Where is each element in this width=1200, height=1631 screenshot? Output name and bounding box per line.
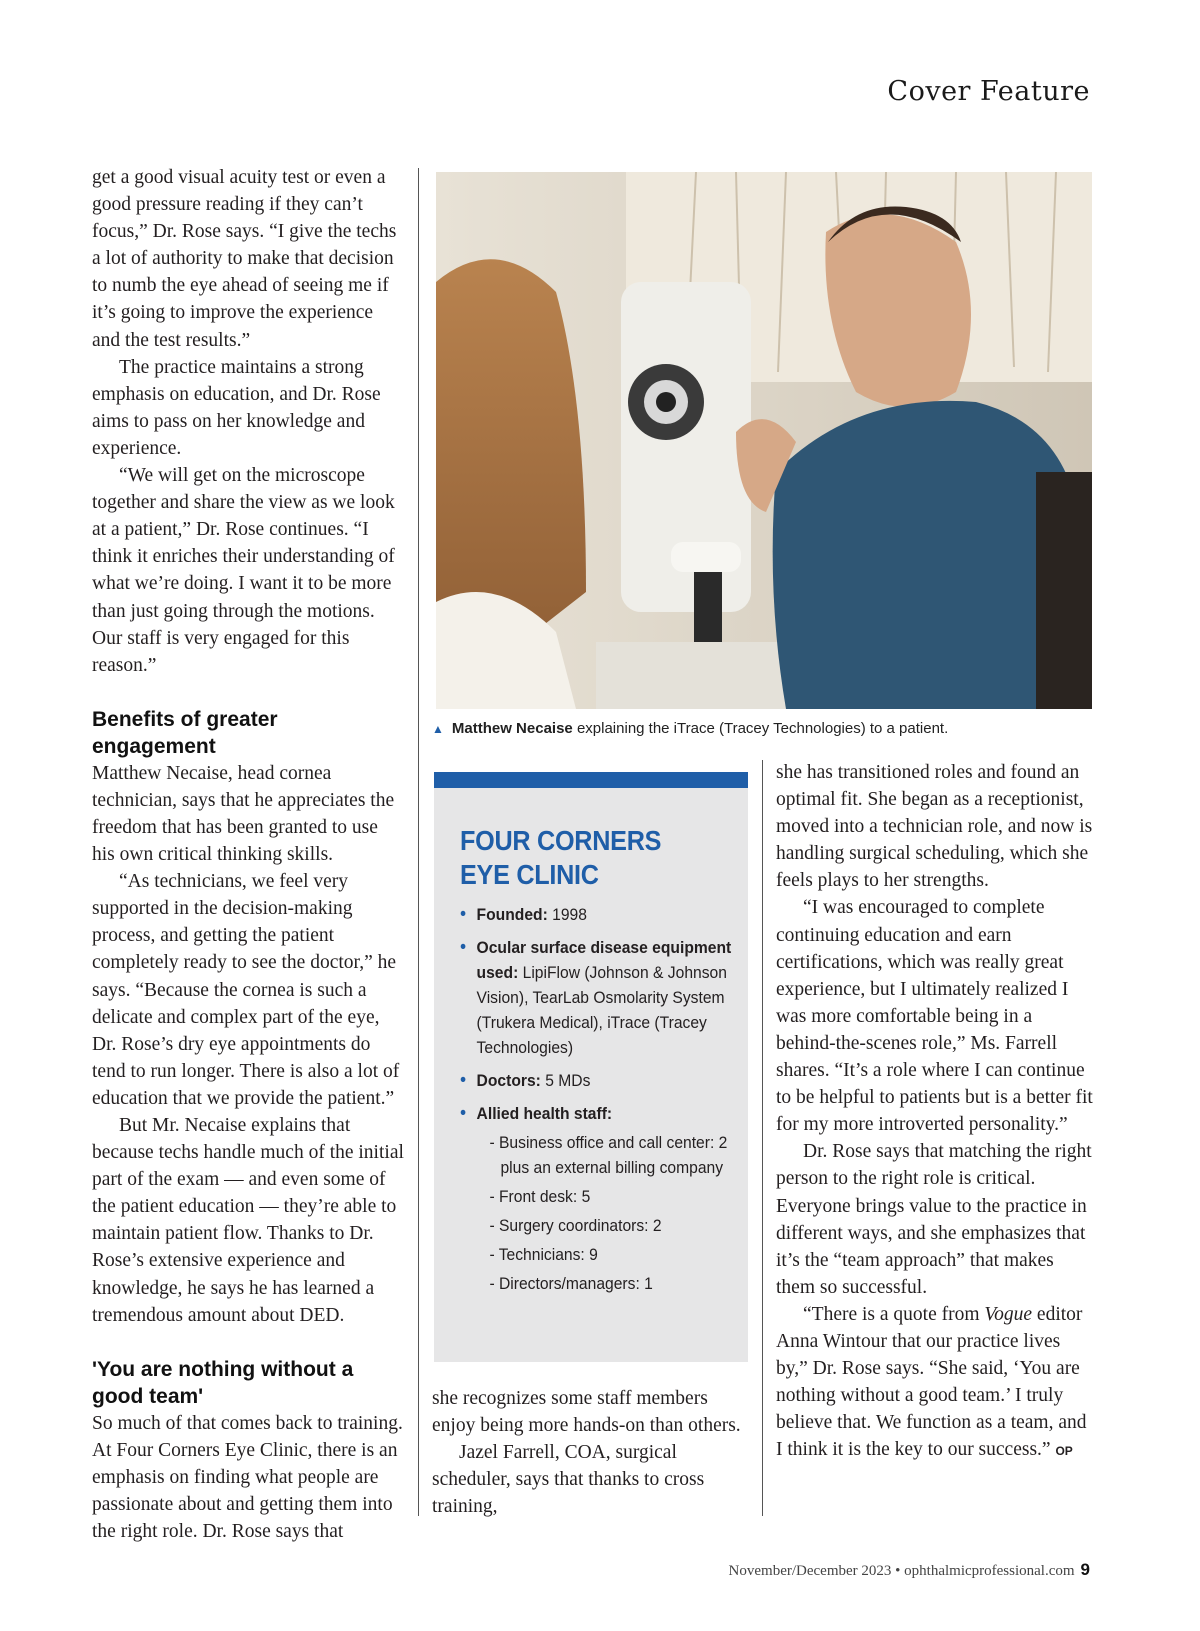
- clinic-facts-box: [434, 772, 748, 1362]
- box-title: FOUR CORNERS EYE CLINIC: [460, 825, 662, 890]
- page-number: 9: [1080, 1560, 1090, 1579]
- staff-list: [477, 1130, 732, 1296]
- section-label: Cover Feature: [887, 76, 1090, 107]
- bullet-icon: •: [460, 937, 467, 958]
- paragraph: “I was encouraged to complete continuing education and earn certifications, which was really great experience, but I ultimately realized I was more comfortable being in a behind-the-scenes role,” Ms. Farrell shares. “It’s a role where I can continue to be helpful to patients but is a better fit for my more introverted personality.”: [776, 897, 1093, 1136]
- paragraph: she recognizes some staff members enjoy being more hands-on than others.: [432, 1388, 741, 1437]
- staff-item: - Directors/managers: 1: [489, 1274, 653, 1293]
- article-column-2: [432, 1385, 748, 1520]
- staff-item: - Front desk: 5: [489, 1187, 591, 1206]
- paragraph: “There is a quote from Vogue editor Anna Wintour that our practice lives by,” Dr. Rose says. “She said, ‘You are nothing without a good team.’ I truly believe that. We function as a team, and I think it is the key to our success.” OP: [776, 1303, 1087, 1461]
- caption-text: explaining the iTrace (Tracey Technologies) to a patient.: [572, 720, 949, 737]
- caption-name: Matthew Necaise: [451, 720, 573, 737]
- bullet-icon: •: [460, 904, 467, 925]
- photo-illustration: [436, 172, 1092, 709]
- issue-line: November/December 2023 • ophthalmicprofessional.com: [728, 1563, 1075, 1579]
- staff-item: - Business office and call center: 2 plus an external billing company: [489, 1133, 728, 1177]
- paragraph: “We will get on the microscope together and share the view as we look at a patient,” Dr. Rose continues. “I think it enriches their understanding of what we’re doing. I want it to be more than just going through the motions. Our staff is very engaged for this reason.”: [92, 465, 395, 676]
- column-rule-1: [418, 168, 419, 1516]
- staff-item: - Surgery coordinators: 2: [489, 1216, 662, 1235]
- fact-doctors: • Doctors: 5 MDs: [460, 1070, 591, 1091]
- page-footer: [729, 1560, 1090, 1580]
- paragraph: Jazel Farrell, COA, surgical scheduler, says that thanks to cross training,: [432, 1442, 705, 1518]
- bullet-icon: •: [460, 1103, 467, 1124]
- facts-list: [460, 902, 748, 1296]
- fact-equipment: • Ocular surface disease equipment used: LipiFlow (Johnson & Johnson Vision), TearLab Osmolarity System (Trukera Medical), iTrace (Tracey Technologies): [460, 937, 732, 1057]
- article-column-1: [92, 164, 404, 1545]
- feature-photo: [436, 172, 1092, 709]
- fact-founded: • Founded: 1998: [460, 904, 587, 925]
- photo-caption: [432, 720, 948, 737]
- paragraph: Dr. Rose says that matching the right person to the right role is critical. Everyone brings value to the practice in different ways, and she emphasizes that it’s the “team approach” that makes them so successful.: [776, 1141, 1092, 1298]
- paragraph: “As technicians, we feel very supported in the decision-making process, and getting the patient completely ready to see the doctor,” he says. “Because the cornea is such a delicate and complex part of the eye, Dr. Rose’s dry eye appointments do tend to run longer. There is also a lot of education that we provide the patient.”: [92, 871, 400, 1109]
- column-rule-2: [762, 760, 763, 1516]
- bullet-icon: •: [460, 1070, 467, 1091]
- subheading-team: 'You are nothing without a good team': [92, 1357, 354, 1408]
- fact-staff: • Allied health staff: - Business office and call center: 2 plus an external billing company - Front desk: 5 - Surgery coordinators: 2 - Technicians: 9 - Directors/managers: 1: [460, 1101, 731, 1296]
- end-mark: OP: [1055, 1444, 1073, 1459]
- paragraph: So much of that comes back to training. At Four Corners Eye Clinic, there is an emphasis on finding what people are passionate about and getting them into the right role. Dr. Rose says that: [92, 1412, 403, 1543]
- staff-item: - Technicians: 9: [489, 1245, 598, 1264]
- subheading-engagement: Benefits of greater engagement: [92, 707, 278, 758]
- triangle-icon: ▲: [432, 722, 444, 736]
- paragraph: she has transitioned roles and found an optimal fit. She began as a receptionist, moved into a technician role, and now is handling surgical scheduling, which she feels plays to her strengths.: [776, 762, 1093, 892]
- paragraph: The practice maintains a strong emphasis on education, and Dr. Rose aims to pass on her knowledge and experience.: [92, 356, 381, 459]
- box-top-bar: [434, 772, 748, 788]
- paragraph: get a good visual acuity test or even a good pressure reading if they can’t focus,” Dr. Rose says. “I give the techs a lot of authority to make that decision to numb the eye ahead of seeing me if it’s going to improve the experience and the test results.”: [92, 167, 397, 351]
- paragraph: But Mr. Necaise explains that because techs handle much of the initial part of the exam — and even some of the patient education — they’re able to maintain patient flow. Thanks to Dr. Rose’s extensive experience and knowledge, he says he has learned a tremendous amount about DED.: [92, 1115, 404, 1326]
- article-column-3: [776, 759, 1094, 1465]
- paragraph: Matthew Necaise, head cornea technician, says that he appreciates the freedom that has been granted to use his own critical thinking skills.: [92, 762, 395, 866]
